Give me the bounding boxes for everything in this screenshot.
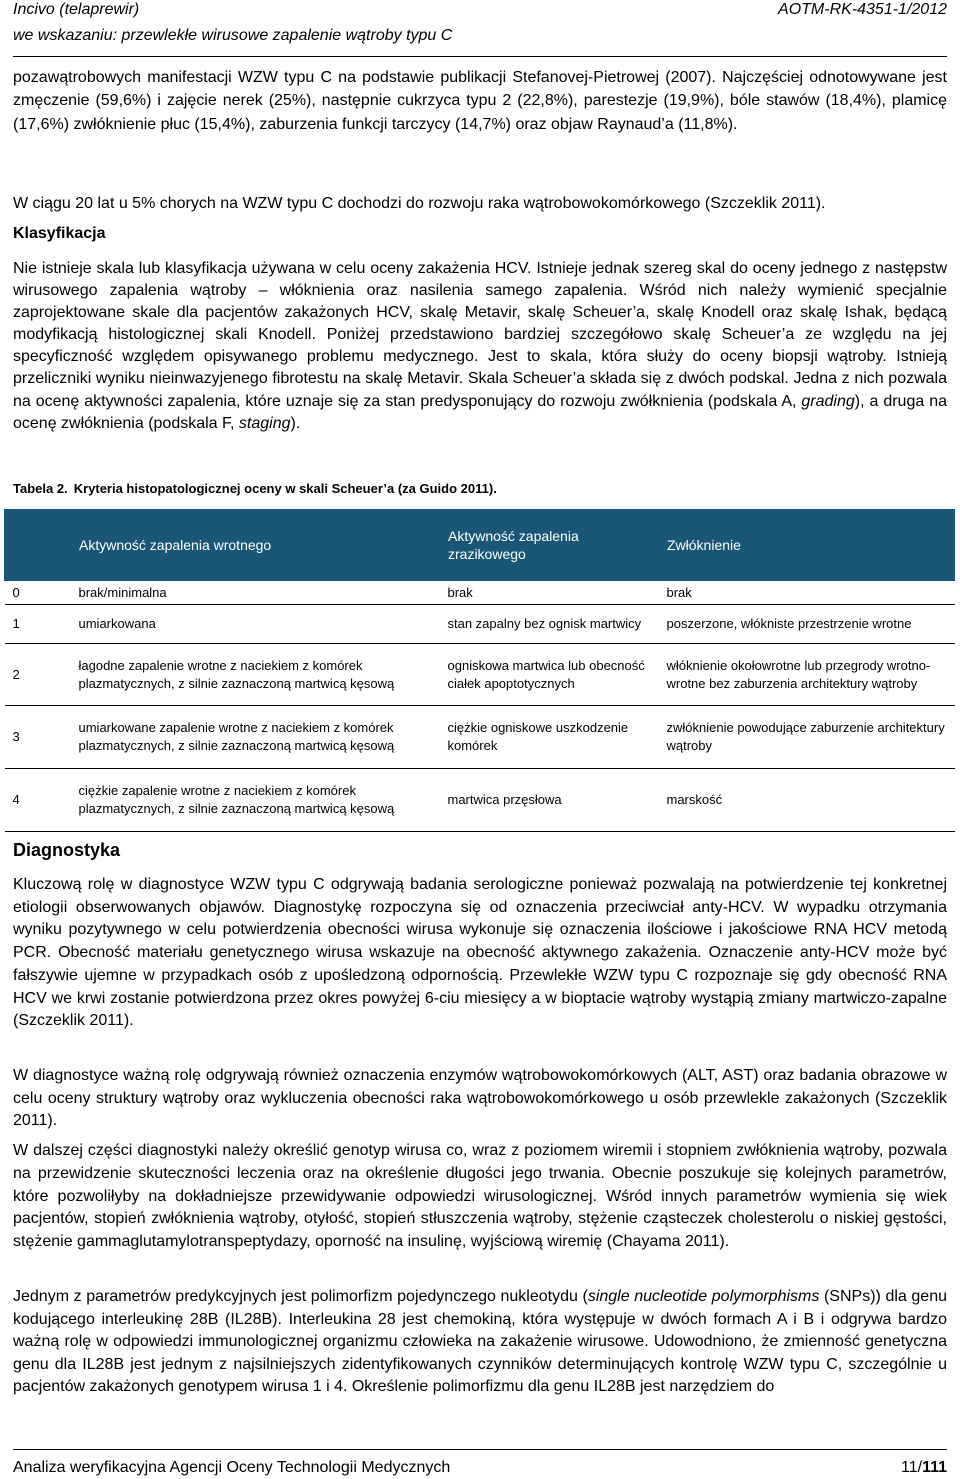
table-cell: brak xyxy=(663,581,955,605)
table-header-cell xyxy=(5,510,75,581)
section-heading-klasyfikacja: Klasyfikacja xyxy=(13,225,106,242)
table-cell: ogniskowa martwica lub obecność ciałek apoptotycznych xyxy=(444,644,663,706)
table-cell: 2 xyxy=(5,644,75,706)
table-row xyxy=(5,581,955,605)
table-caption xyxy=(13,481,503,496)
footer-divider xyxy=(13,1449,947,1450)
table-cell: 1 xyxy=(5,605,75,644)
table-row xyxy=(5,605,955,644)
table-row xyxy=(5,644,955,706)
header-drug-title: Incivo (telaprewir) xyxy=(13,1,140,18)
diagnostyka-paragraph-3: W dalszej części diagnostyki należy określić genotyp wirusa co, wraz z poziomem wiremii i stopniem zwłóknienia wątroby, pozwala na przewidzenie skuteczności leczenia oraz na określenie długości jego trwania. Obecnie poszukuje się kolejnych parametrów, które pozwoliłyby na dokładniejsze przewidywanie odpowiedzi wirusologicznej. Wśród innych parametrów wymienia się wiek pacjentów, stopień zwłóknienia wątroby, otyłość, stopień stłuszczenia wątroby, stężenie cząsteczek cholesterolu o niskiej gęstości, stężenie gammaglutamylotranspeptydazy, oporność na insulinę, wyjściową wiremię (Chayama 2011). xyxy=(13,1142,947,1251)
header-indication: we wskazaniu: przewlekłe wirusowe zapalenie wątroby typu C xyxy=(13,27,453,44)
table-cell: poszerzone, włókniste przestrzenie wrotne xyxy=(663,605,955,644)
table-cell: zwłóknienie powodujące zaburzenie architektury wątroby xyxy=(663,706,955,769)
scheuer-table xyxy=(4,509,955,832)
section-heading-diagnostyka: Diagnostyka xyxy=(13,840,121,860)
page-number: 11/111 xyxy=(901,1459,947,1476)
table-row xyxy=(5,706,955,769)
diagnostyka-paragraph-2: W diagnostyce ważną rolę odgrywają również oznaczenia enzymów wątrobowokomórkowych (ALT, AST) oraz badania obrazowe w celu oceny struktury wątroby oraz wykluczenia obecności raka wątrobowokomórkowego u osób przewlekle zakażonych (Szczeklik 2011). xyxy=(13,1067,947,1130)
table-cell: umiarkowane zapalenie wrotne z naciekiem z komórek plazmatycznych, z silnie zaznaczoną martwicą kęsową xyxy=(75,706,444,769)
table-header-cell: Zwłóknienie xyxy=(663,510,955,581)
intro-paragraph: pozawątrobowych manifestacji WZW typu C na podstawie publikacji Stefanovej-Pietrowej (2007). Najczęściej odnotowywane jest zmęczenie (59,6%) i zajęcie nerek (25%), następnie cukrzyca typu 2 (22,8%), parestezje (19,9%), bóle stawów (18,4%), plamicę (17,6%) zwłóknienie płuc (15,4%), zaburzenia funkcji tarczycy (14,7%) oraz objaw Raynaud’a (11,8%). xyxy=(13,69,947,133)
table-cell: 0 xyxy=(5,581,75,605)
table-caption-text: Kryteria histopatologicznej oceny w skali Scheuer’a (za Guido 2011). xyxy=(73,481,497,496)
header-divider xyxy=(13,56,947,57)
diagnostyka-paragraph-4: Jednym z parametrów predykcyjnych jest polimorfizm pojedynczego nukleotydu (single nucleotide polymorphisms (SNPs)) dla genu kodującego interleukinę 28B (IL28B). Interleukina 28 jest chemokiną, która występuje w dwóch formach A i B i odgrywa bardzo ważną rolę w odpowiedzi immunologicznej organizmu człowieka na zakażenie wirusowe. Udowodniono, że zmienność genetyczna genu dla IL28B jest jednym z najsilniejszych zidentyfikowanych czynników determinujących kontrolę WZW typu C, szczególnie u pacjentów zakażonych genotypem wirusa 1 i 4. Określenie polimorfizmu dla genu IL28B jest narzędziem do xyxy=(13,1288,948,1396)
table-cell: 4 xyxy=(5,769,75,832)
table-cell: stan zapalny bez ognisk martwicy xyxy=(444,605,663,644)
table-row xyxy=(5,769,955,832)
table-cell: umiarkowana xyxy=(75,605,444,644)
footer-agency: Analiza weryfikacyjna Agencji Oceny Technologii Medycznych xyxy=(13,1459,451,1476)
table-header-row xyxy=(5,510,955,581)
table-cell: brak xyxy=(444,581,663,605)
table-cell: marskość xyxy=(663,769,955,832)
table-cell: brak/minimalna xyxy=(75,581,444,605)
table-cell: ciężkie ogniskowe uszkodzenie komórek xyxy=(444,706,663,769)
table-cell: łagodne zapalenie wrotne z naciekiem z komórek plazmatycznych, z silnie zaznaczoną martwicą kęsową xyxy=(75,644,444,706)
table-caption-label: Tabela 2. xyxy=(13,481,68,496)
table-header-cell: Aktywność zapalenia wrotnego xyxy=(75,510,444,581)
table-cell: włóknienie okołowrotne lub przegrody wrotno-wrotne bez zaburzenia architektury wątroby xyxy=(663,644,955,706)
table-header-cell: Aktywność zapalenia zrazikowego xyxy=(444,510,663,581)
diagnostyka-paragraph-1: Kluczową rolę w diagnostyce WZW typu C odgrywają badania serologiczne ponieważ pozwalają na potwierdzenie tej konkretnej etiologii obserwowanych objawów. Diagnostykę rozpoczyna się od oznaczenia przeciwciał anty-HCV. W wypadku otrzymania wyniku pozytywnego w celu potwierdzenia obecności wirusa wykonuje się oznaczenia ilościowe i jakościowe RNA HCV metodą PCR. Obecność materiału genetycznego wirusa wskazuje na obecność aktywnego zakażenia. Oznaczenie anty-HCV może być fałszywie ujemne w przypadkach osób z upośledzoną odpornością. Przewlekłe WZW typu C rozpoznaje się gdy obecność RNA HCV we krwi zostanie potwierdzona przez okres powyżej 6-ciu miesięcy a w bioptacie wątroby wystąpią zmiany martwiczo-zapalne (Szczeklik 2011). xyxy=(13,876,947,1030)
header-document-id: AOTM-RK-4351-1/2012 xyxy=(778,1,947,18)
klasyfikacja-paragraph: Nie istnieje skala lub klasyfikacja używana w celu oceny zakażenia HCV. Istnieje jednak szereg skal do oceny jednego z następstw wirusowego zapalenia wątroby – włóknienia oraz nasilenia samego zapalenia. Wśród nich należy wymienić specjalnie zaprojektowane skale dla pacjentów zakażonych HCV, skalę Metavir, skalę Scheuer’a, skalę Knodell oraz skalę Ishak, będącą modyfikacją histologicznej skali Knodell. Poniżej przedstawiono bardziej szczegółowo skalę Scheuer’a ze względu na jej specyficzność względem opisywanego problemu medycznego. Jest to skala, która służy do oceny biopsji wątroby. Istnieją przeliczniki wyniku nieinwazyjenego fibrotestu na skalę Metavir. Skala Scheuer’a składa się z dwóch podskal. Jedna z nich pozwala na ocenę aktywności zapalenia, które uznaje się za stan predysponujący do rozwoju zwółknienia (podskala A, grading), a druga na ocenę zwłóknienia (podskala F, staging). xyxy=(13,260,947,432)
table-cell: 3 xyxy=(5,706,75,769)
cancer-paragraph: W ciągu 20 lat u 5% chorych na WZW typu C dochodzi do rozwoju raka wątrobowokomórkowego (Szczeklik 2011). xyxy=(13,195,826,212)
table-cell: ciężkie zapalenie wrotne z naciekiem z komórek plazmatycznych, z silnie zaznaczoną martwicą kęsową xyxy=(75,769,444,832)
table-cell: martwica przęsłowa xyxy=(444,769,663,832)
